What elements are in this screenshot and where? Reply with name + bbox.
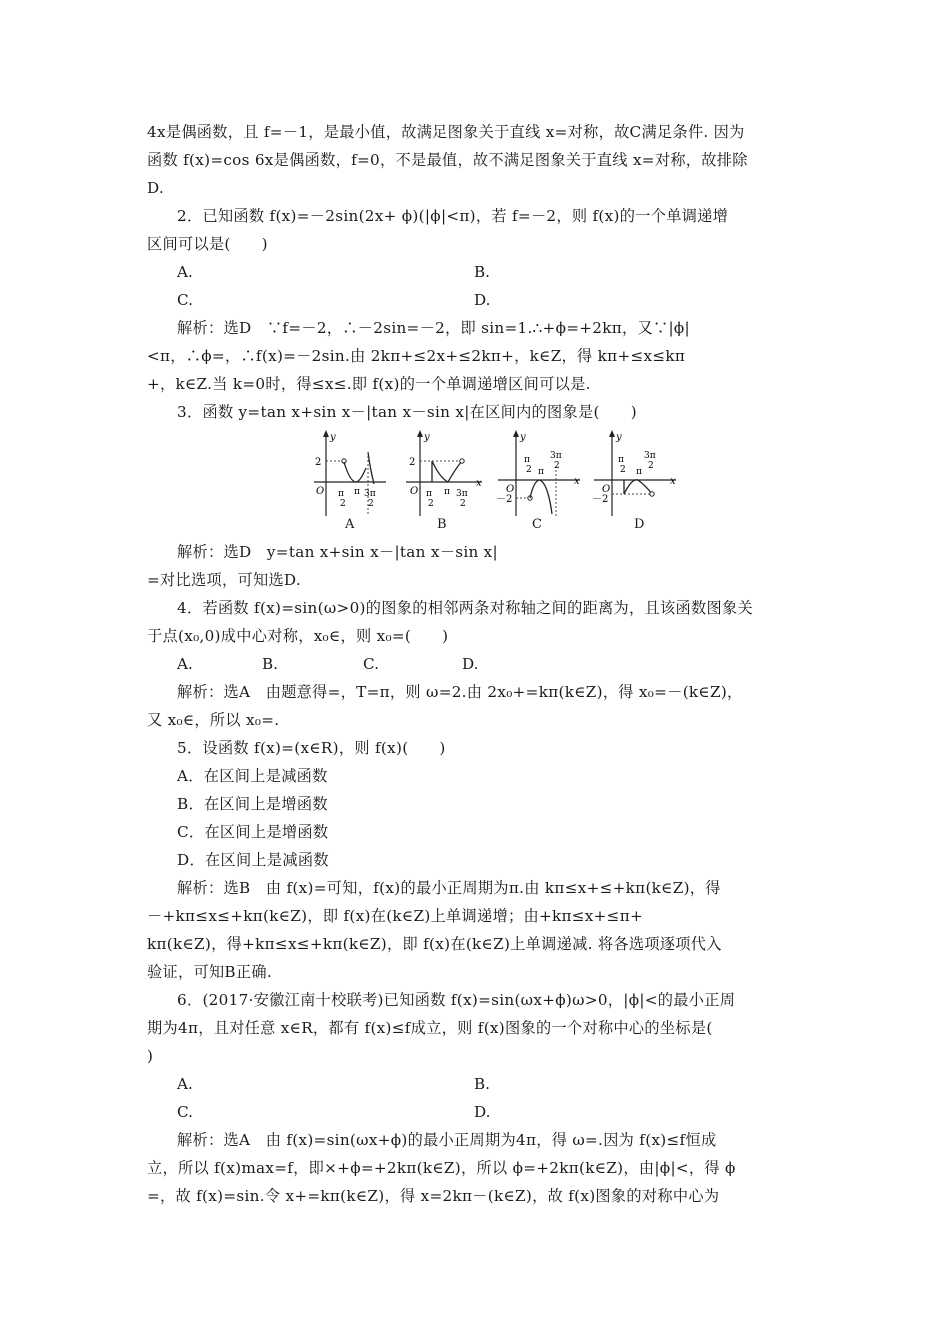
solution-4: 解析：选A 由题意得=，T=π，则 ω=2.由 2x₀+=kπ(k∈Z)，得 x₀=－(k∈Z)， bbox=[177, 683, 743, 701]
tick-den: 2 bbox=[368, 499, 374, 509]
graph-option-d bbox=[590, 428, 680, 520]
option-b: B. bbox=[474, 1075, 490, 1093]
question-2: 区间可以是( ) bbox=[147, 235, 268, 253]
figure-caption-d: D bbox=[634, 517, 645, 532]
solution-5: kπ(k∈Z)，得+kπ≤x≤+kπ(k∈Z)，即 f(x)在(k∈Z)上单调递减. 将各选项逐项代入 bbox=[147, 935, 722, 953]
x-axis-label: x bbox=[574, 476, 580, 487]
origin-label: O bbox=[410, 486, 419, 497]
tick-den: 2 bbox=[648, 461, 654, 471]
option-c: C. bbox=[177, 1103, 193, 1121]
tick-2: 2 bbox=[315, 457, 322, 468]
graph-option-c bbox=[494, 428, 584, 520]
question-4: 4．若函数 f(x)=sin(ω>0)的图象的相邻两条对称轴之间的距离为，且该函数图象关 bbox=[177, 599, 753, 617]
tick-den: 2 bbox=[460, 499, 466, 509]
figure-caption-b: B bbox=[437, 517, 447, 532]
option-b: B. bbox=[262, 655, 278, 673]
tick-pi: π bbox=[354, 487, 360, 497]
question-4: 于点(x₀,0)成中心对称，x₀∈，则 x₀=( ) bbox=[147, 627, 449, 645]
tick-pi-half: π bbox=[524, 455, 530, 465]
option-d: D. bbox=[474, 291, 491, 309]
solution-6: 立，所以 f(x)max=f，即×+ϕ=+2kπ(k∈Z)，所以 ϕ=+2kπ(k∈Z)，由|ϕ|<，得 ϕ bbox=[147, 1159, 736, 1177]
option-a: A．在区间上是减函数 bbox=[177, 767, 328, 785]
option-c: C. bbox=[363, 655, 379, 673]
tick-3pi-half: 3π bbox=[456, 489, 468, 499]
option-c: C．在区间上是增函数 bbox=[177, 823, 329, 841]
figure-caption-a: A bbox=[345, 517, 355, 532]
question-6: 期为4π，且对任意 x∈R，都有 f(x)≤f成立，则 f(x)图象的一个对称中心的坐标是( bbox=[147, 1019, 713, 1037]
y-axis-label: y bbox=[330, 432, 336, 443]
tick-neg-2: －2 bbox=[592, 494, 609, 505]
solution-2: <π，∴ϕ=，∴f(x)=－2sin.由 2kπ+≤2x+≤2kπ+，k∈Z，得 kπ+≤x≤kπ bbox=[147, 347, 686, 365]
question-6: ) bbox=[147, 1047, 154, 1065]
y-axis-label: y bbox=[520, 432, 526, 443]
tick-pi: π bbox=[538, 467, 544, 477]
solution-4: 又 x₀∈，所以 x₀=. bbox=[147, 711, 280, 729]
tick-pi-half: π bbox=[426, 489, 432, 499]
solution-5: 验证，可知B正确. bbox=[147, 963, 273, 981]
solution-3: =对比选项，可知选D. bbox=[147, 571, 301, 589]
question-5: 5．设函数 f(x)=(x∈R)，则 f(x)( ) bbox=[177, 739, 446, 757]
tick-pi-half: π bbox=[618, 455, 624, 465]
tick-3pi-half: 3π bbox=[550, 451, 562, 461]
tick-3pi-half: 3π bbox=[364, 489, 376, 499]
graph-option-a bbox=[310, 428, 390, 520]
option-c: C. bbox=[177, 291, 193, 309]
origin-label: O bbox=[506, 484, 515, 495]
option-d: D．在区间上是减函数 bbox=[177, 851, 329, 869]
text-line: D. bbox=[147, 179, 165, 197]
tick-pi-half: π bbox=[338, 489, 344, 499]
solution-2: 解析：选D ∵f=－2，∴－2sin=－2，即 sin=1.∴+ϕ=+2kπ，又∵|ϕ| bbox=[177, 319, 690, 337]
tick-pi: π bbox=[636, 467, 642, 477]
tick-3pi-half: 3π bbox=[644, 451, 656, 461]
solution-5: －+kπ≤x≤+kπ(k∈Z)，即 f(x)在(k∈Z)上单调递增；由+kπ≤x+≤π+ bbox=[147, 907, 644, 925]
tick-neg-2: －2 bbox=[496, 494, 513, 505]
question-3: 3．函数 y=tan x+sin x－|tan x－sin x|在区间内的图象是( ) bbox=[177, 403, 637, 421]
graph-option-b bbox=[402, 428, 486, 520]
text-line: 函数 f(x)=cos 6x是偶函数，f=0，不是最值，故不满足图象关于直线 x=对称，故排除 bbox=[147, 151, 748, 169]
option-a: A. bbox=[177, 263, 193, 281]
question-2: 2．已知函数 f(x)=－2sin(2x+ ϕ)(|ϕ|<π)，若 f=－2，则 f(x)的一个单调递增 bbox=[177, 207, 729, 225]
question-6: 6．(2017·安徽江南十校联考)已知函数 f(x)=sin(ωx+ϕ)ω>0，|ϕ|<的最小正周 bbox=[177, 991, 736, 1009]
solution-6: 解析：选A 由 f(x)=sin(ωx+ϕ)的最小正周期为4π，得 ω=.因为 f(x)≤f恒成 bbox=[177, 1131, 717, 1149]
solution-2: +，k∈Z.当 k=0时，得≤x≤.即 f(x)的一个单调递增区间可以是. bbox=[147, 375, 591, 393]
tick-den: 2 bbox=[526, 465, 532, 475]
origin-label: O bbox=[316, 486, 325, 497]
y-axis-label: y bbox=[424, 432, 430, 443]
option-a: A. bbox=[177, 1075, 193, 1093]
text-line: 4x是偶函数，且 f=－1，是最小值，故满足图象关于直线 x=对称，故C满足条件. 因为 bbox=[147, 123, 745, 141]
tick-den: 2 bbox=[620, 465, 626, 475]
y-axis-label: y bbox=[616, 432, 622, 443]
option-a: A. bbox=[177, 655, 193, 673]
option-b: B. bbox=[474, 263, 490, 281]
tick-2: 2 bbox=[409, 457, 416, 468]
option-d: D. bbox=[474, 1103, 491, 1121]
x-axis-label: x bbox=[670, 476, 676, 487]
solution-6: =，故 f(x)=sin.令 x+=kπ(k∈Z)，得 x=2kπ－(k∈Z)，故 f(x)图象的对称中心为 bbox=[147, 1187, 720, 1205]
tick-den: 2 bbox=[554, 461, 560, 471]
option-b: B．在区间上是增函数 bbox=[177, 795, 328, 813]
option-d: D. bbox=[462, 655, 479, 673]
tick-den: 2 bbox=[340, 499, 346, 509]
tick-den: 2 bbox=[428, 499, 434, 509]
solution-3: 解析：选D y=tan x+sin x－|tan x－sin x| bbox=[177, 543, 498, 561]
figure-caption-c: C bbox=[532, 517, 542, 532]
x-axis-label: x bbox=[476, 478, 482, 489]
solution-5: 解析：选B 由 f(x)=可知，f(x)的最小正周期为π.由 kπ≤x+≤+kπ(k∈Z)，得 bbox=[177, 879, 721, 897]
tick-pi: π bbox=[444, 487, 450, 497]
origin-label: O bbox=[602, 484, 611, 495]
